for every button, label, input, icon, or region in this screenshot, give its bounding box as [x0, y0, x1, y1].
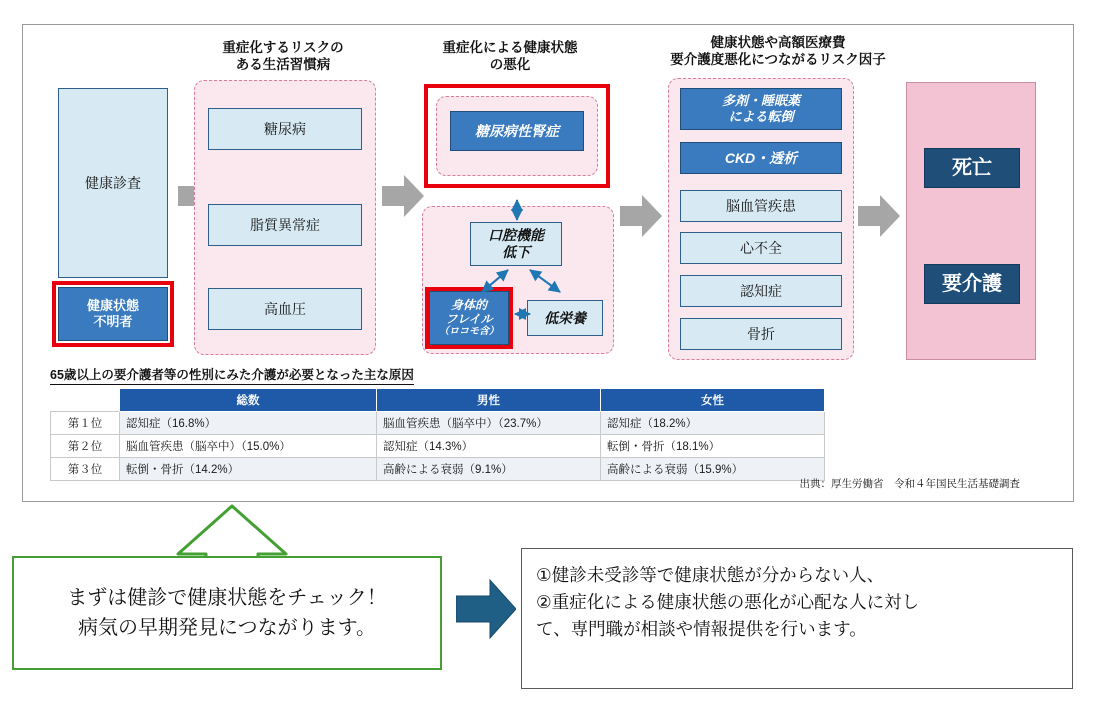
cause-table — [50, 388, 825, 481]
physical-frailty-line2: フレイル — [445, 312, 493, 326]
health-checkup-box — [58, 88, 168, 278]
column-heading-1-line1: 重症化するリスクの — [222, 40, 344, 55]
column-heading-3-line1: 健康状態や高額医療費 — [710, 35, 846, 50]
risk-label-fracture: 骨折 — [747, 325, 775, 342]
risk-label-ckd: CKD・透析 — [724, 149, 798, 166]
disease-label-dyslipidemia: 脂質異常症 — [250, 216, 320, 233]
risk-box-cerebrovascular — [680, 190, 842, 222]
disease-box-diabetes — [208, 108, 362, 150]
outcome-label-care: 要介護 — [942, 273, 1002, 295]
table-header-row — [51, 389, 825, 412]
disease-box-hypertension — [208, 288, 362, 330]
table-cell-total-2: 脳血管疾患（脳卒中）（15.0%） — [120, 435, 377, 458]
table-cell-rank-1: 第１位 — [51, 412, 120, 435]
disease-label-diabetes: 糖尿病 — [264, 120, 306, 137]
risk-label-polypharmacy-line2: による転倒 — [728, 109, 794, 124]
table-title-wrap — [50, 365, 414, 385]
disease-label-hypertension: 高血圧 — [264, 300, 306, 317]
risk-box-dementia — [680, 275, 842, 307]
gray-arrow-4-icon — [858, 195, 900, 237]
unknown-status-box — [58, 287, 168, 341]
table-row — [51, 435, 825, 458]
risk-box-ckd — [680, 142, 842, 174]
risk-label-dementia: 認知症 — [740, 282, 782, 299]
table-cell-rank-3: 第３位 — [51, 458, 120, 481]
table-cell-male-3: 高齢による衰弱（9.1%） — [377, 458, 601, 481]
frailty-connector-arrows-icon — [420, 186, 620, 356]
table-cell-total-1: 認知症（16.8%） — [120, 412, 377, 435]
right-callout — [521, 548, 1073, 689]
risk-box-heartfailure — [680, 232, 842, 264]
green-up-arrow-icon — [172, 504, 292, 562]
right-callout-line1: ①健診未受診等で健康状態が分からない人、 — [536, 565, 885, 585]
oral-function-line2: 低下 — [502, 244, 530, 260]
green-callout — [12, 556, 442, 670]
table-cell-female-2: 転倒・骨折（18.1%） — [601, 435, 825, 458]
table-row — [51, 412, 825, 435]
diabetic-nephropathy-label: 糖尿病性腎症 — [475, 122, 559, 139]
green-callout-line2: 病気の早期発見につながります。 — [78, 617, 376, 639]
table-header-male: 男性 — [377, 389, 601, 412]
table-cell-total-3: 転倒・骨折（14.2%） — [120, 458, 377, 481]
column-heading-3-line2: 要介護度悪化につながるリスク因子 — [670, 51, 886, 67]
risk-box-polypharmacy — [680, 88, 842, 130]
risk-label-cerebrovascular: 脳血管疾患 — [726, 197, 796, 214]
outcome-label-death: 死亡 — [952, 157, 992, 179]
green-callout-line1: まずは健診で健康状態をチェック！ — [67, 587, 387, 609]
table-source: 出典：厚生労働省 令和４年国民生活基礎調査 — [799, 478, 1020, 490]
health-checkup-label: 健康診査 — [85, 174, 141, 191]
right-callout-line2: ②重症化による健康状態の悪化が心配な人に対し — [536, 592, 920, 613]
oral-function-line1: 口腔機能 — [488, 227, 544, 244]
column-heading-2-line2: の悪化 — [489, 56, 531, 72]
table-header-female: 女性 — [601, 389, 825, 412]
disease-box-dyslipidemia — [208, 204, 362, 246]
column-heading-2 — [415, 40, 605, 74]
physical-frailty-line3: （ロコモ含） — [439, 326, 499, 338]
table-title: 65歳以上の要介護者等の性別にみた介護が必要となった主な原因 — [50, 365, 414, 385]
table-cell-rank-2: 第２位 — [51, 435, 120, 458]
unknown-status-line2: 不明者 — [93, 314, 133, 329]
table-cell-female-1: 認知症（18.2%） — [601, 412, 825, 435]
physical-frailty-line1: 身体的 — [450, 297, 487, 312]
table-cell-female-3: 高齢による衰弱（15.9%） — [601, 458, 825, 481]
risk-label-heartfailure: 心不全 — [740, 239, 782, 256]
outcome-panel — [906, 82, 1036, 360]
diabetic-nephropathy-box — [450, 111, 584, 151]
risk-label-polypharmacy-line1: 多剤・睡眠薬 — [721, 93, 800, 109]
gray-arrow-2-icon — [382, 175, 424, 217]
table-cell-male-1: 脳血管疾患（脳卒中）（23.7%） — [377, 412, 601, 435]
column-heading-1 — [198, 40, 368, 74]
column-heading-2-line1: 重症化による健康状態 — [442, 40, 578, 55]
blue-right-arrow-icon — [456, 578, 516, 640]
low-nutrition-label: 低栄養 — [544, 309, 586, 326]
column-heading-1-line2: ある生活習慣病 — [235, 56, 331, 72]
right-callout-line3: て、専門職が相談や情報提供を行います。 — [536, 619, 867, 640]
column-heading-3 — [638, 35, 918, 69]
gray-arrow-3-icon — [620, 195, 662, 237]
table-cell-male-2: 認知症（14.3%） — [377, 435, 601, 458]
risk-box-fracture — [680, 318, 842, 350]
unknown-status-line1: 健康状態 — [86, 297, 139, 313]
table-header-blank — [51, 389, 120, 412]
outcome-box-care — [924, 264, 1020, 304]
table-header-total: 総数 — [120, 389, 377, 412]
outcome-box-death — [924, 148, 1020, 188]
